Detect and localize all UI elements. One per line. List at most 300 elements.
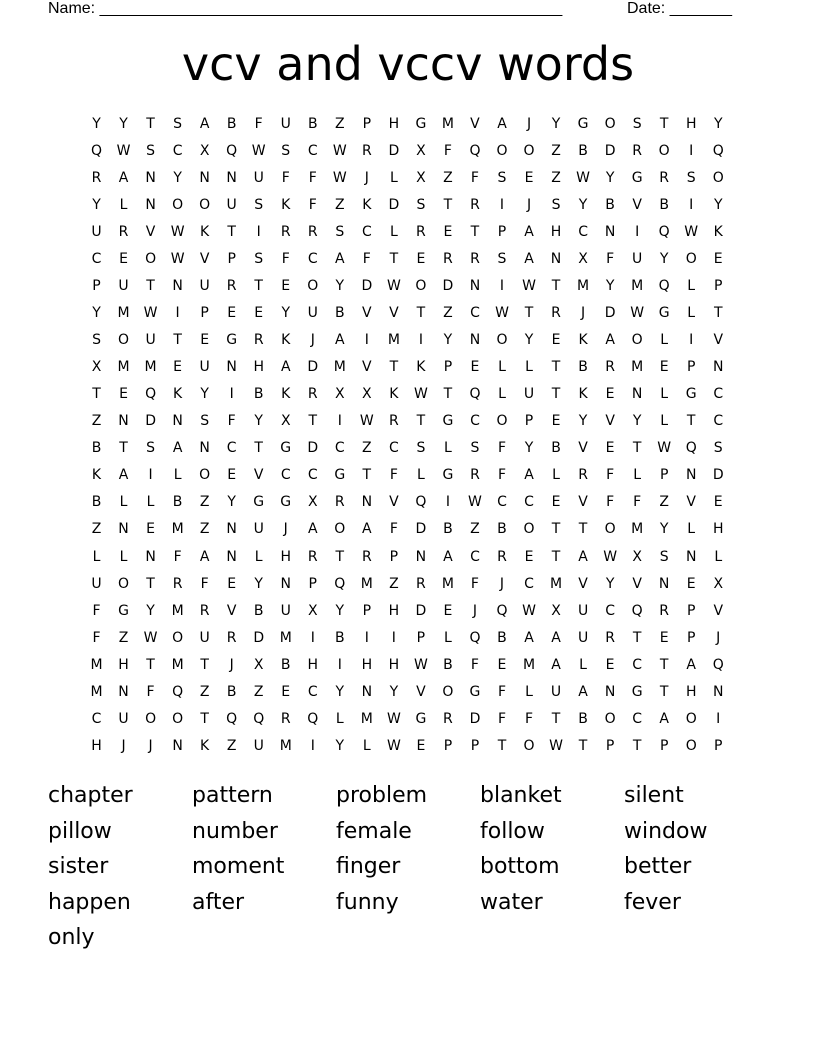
grid-letter: O xyxy=(685,710,697,727)
grid-letter: F xyxy=(146,683,155,700)
grid-letter: U xyxy=(226,197,237,214)
grid-letter: B xyxy=(253,602,264,619)
grid-letter: A xyxy=(578,683,588,700)
grid-letter: I xyxy=(256,224,261,241)
grid-letter: V xyxy=(389,305,399,322)
grid-letter: I xyxy=(716,710,721,727)
grid-letter: Q xyxy=(712,143,724,160)
grid-letter: U xyxy=(253,521,264,538)
word-bank-item: chapter xyxy=(48,783,133,808)
word-bank-item: water xyxy=(480,889,543,915)
word-bank-item: sister xyxy=(48,854,109,879)
grid-letter: H xyxy=(388,656,400,673)
grid-letter: T xyxy=(686,413,696,430)
grid-letter: R xyxy=(416,575,426,592)
grid-letter: P xyxy=(308,575,317,592)
grid-letter: L xyxy=(119,197,128,214)
grid-letter: N xyxy=(685,467,697,484)
grid-letter: C xyxy=(524,494,534,511)
grid-letter: F xyxy=(92,602,101,619)
grid-letter: P xyxy=(497,224,507,241)
grid-letter: T xyxy=(470,224,480,241)
grid-letter: M xyxy=(144,359,157,376)
grid-letter: Z xyxy=(470,521,480,538)
grid-letter: L xyxy=(362,737,371,754)
grid-letter: M xyxy=(550,575,563,592)
grid-letter: Z xyxy=(253,683,264,700)
grid-letter: N xyxy=(658,575,670,592)
grid-letter: O xyxy=(523,143,535,160)
grid-letter: N xyxy=(226,548,237,565)
grid-letter: B xyxy=(253,386,264,403)
grid-letter: F xyxy=(470,170,479,187)
grid-letter: H xyxy=(712,521,724,538)
grid-letter: L xyxy=(687,305,696,322)
grid-letter: M xyxy=(360,575,373,592)
grid-letter: Y xyxy=(254,575,263,592)
grid-letter: O xyxy=(118,332,130,349)
grid-letter: R xyxy=(307,224,318,241)
grid-letter: X xyxy=(551,602,561,619)
grid-letter: E xyxy=(227,305,237,322)
grid-letter: L xyxy=(687,521,696,538)
grid-letter: R xyxy=(226,629,237,646)
grid-letter: W xyxy=(522,278,536,295)
grid-letter: T xyxy=(200,710,209,727)
grid-letter: P xyxy=(362,602,372,619)
grid-letter: F xyxy=(524,710,534,727)
grid-letter: T xyxy=(632,440,642,457)
grid-letter: R xyxy=(632,143,642,160)
grid-letter: C xyxy=(632,710,643,727)
word-bank-item: pattern xyxy=(192,783,273,808)
grid-letter: V xyxy=(578,494,588,511)
grid-letter: G xyxy=(415,710,427,727)
grid-letter: J xyxy=(310,332,315,349)
grid-letter: T xyxy=(578,737,588,754)
grid-letter: Q xyxy=(172,683,184,700)
grid-letter: P xyxy=(714,278,723,295)
grid-letter: E xyxy=(605,440,615,457)
grid-letter: I xyxy=(229,386,234,403)
grid-letter: M xyxy=(171,521,184,538)
grid-letter: O xyxy=(523,737,535,754)
grid-letter: P xyxy=(227,251,236,268)
grid-letter: S xyxy=(416,440,426,457)
grid-letter: B xyxy=(334,629,345,646)
grid-letter: H xyxy=(253,359,264,376)
grid-letter: N xyxy=(604,683,616,700)
grid-letter: V xyxy=(632,575,642,592)
grid-letter: L xyxy=(498,359,506,376)
grid-letter: O xyxy=(631,332,643,349)
grid-letter: F xyxy=(308,170,317,187)
grid-letter: T xyxy=(146,656,155,673)
grid-letter: T xyxy=(389,251,399,268)
grid-letter: B xyxy=(578,143,588,160)
grid-letter: C xyxy=(578,224,588,241)
grid-letter: A xyxy=(280,359,291,376)
grid-letter: M xyxy=(171,602,184,619)
grid-letter: W xyxy=(359,413,374,430)
grid-letter: T xyxy=(551,521,561,538)
grid-letter: V xyxy=(362,359,372,376)
grid-letter: L xyxy=(389,224,398,241)
grid-letter: Q xyxy=(415,494,427,511)
grid-letter: S xyxy=(281,143,291,160)
grid-letter: F xyxy=(497,683,507,700)
grid-letter: V xyxy=(470,116,480,132)
grid-letter: X xyxy=(280,413,291,430)
grid-letter: K xyxy=(389,386,399,403)
grid-letter: D xyxy=(361,278,373,295)
grid-letter: O xyxy=(685,251,697,268)
grid-letter: I xyxy=(310,737,315,754)
grid-letter: R xyxy=(605,359,615,376)
grid-letter: L xyxy=(687,278,696,295)
grid-letter: Y xyxy=(524,440,534,457)
grid-letter: E xyxy=(470,359,480,376)
grid-letter: T xyxy=(659,116,669,132)
grid-letter: F xyxy=(281,170,290,187)
grid-letter: L xyxy=(119,494,128,511)
word-bank-item: problem xyxy=(336,783,428,808)
grid-letter: C xyxy=(470,548,480,565)
grid-letter: Y xyxy=(200,386,209,403)
grid-letter: A xyxy=(578,548,588,565)
grid-letter: S xyxy=(200,413,210,430)
grid-letter: Y xyxy=(551,116,561,132)
grid-letter: S xyxy=(173,116,183,132)
grid-letter: J xyxy=(499,575,505,592)
grid-letter: O xyxy=(199,467,211,484)
grid-letter: T xyxy=(416,413,426,430)
grid-letter: B xyxy=(578,359,588,376)
grid-letter: K xyxy=(173,386,183,403)
grid-letter: V xyxy=(199,251,210,268)
grid-letter: T xyxy=(524,305,534,322)
grid-letter: X xyxy=(307,602,318,619)
grid-letter: X xyxy=(416,143,426,160)
grid-letter: Z xyxy=(335,197,345,214)
grid-letter: M xyxy=(117,359,130,376)
grid-letter: U xyxy=(199,278,210,295)
grid-letter: F xyxy=(606,251,615,268)
grid-letter: T xyxy=(551,359,561,376)
grid-letter: B xyxy=(497,521,507,538)
grid-letter: U xyxy=(307,305,318,322)
grid-letter: O xyxy=(442,683,454,700)
grid-letter: H xyxy=(685,116,697,132)
grid-letter: K xyxy=(362,197,372,214)
grid-letter: K xyxy=(416,359,426,376)
grid-letter: Z xyxy=(362,440,372,457)
grid-letter: R xyxy=(470,467,480,484)
grid-letter: V xyxy=(632,197,642,214)
grid-letter: J xyxy=(472,602,478,619)
grid-letter: D xyxy=(604,305,616,322)
grid-letter: P xyxy=(443,359,453,376)
grid-letter: Y xyxy=(335,602,345,619)
grid-letter: T xyxy=(551,710,561,727)
grid-letter: N xyxy=(199,440,210,457)
grid-letter: Z xyxy=(91,413,102,430)
grid-letter: E xyxy=(551,332,561,349)
grid-letter: L xyxy=(254,548,263,565)
grid-letter: P xyxy=(714,737,723,754)
grid-letter: V xyxy=(578,440,588,457)
grid-letter: U xyxy=(577,602,589,619)
grid-letter: O xyxy=(172,197,184,214)
grid-letter: E xyxy=(119,386,128,403)
grid-letter: Y xyxy=(659,251,669,268)
grid-letter: Z xyxy=(226,737,237,754)
grid-letter: G xyxy=(631,170,643,187)
grid-letter: Y xyxy=(254,413,263,430)
grid-letter: C xyxy=(470,305,480,322)
grid-letter: K xyxy=(578,332,588,349)
grid-letter: I xyxy=(364,332,369,349)
grid-letter: Q xyxy=(469,143,481,160)
grid-letter: W xyxy=(495,305,509,322)
grid-letter: M xyxy=(387,332,400,349)
grid-letter: U xyxy=(253,737,264,754)
grid-letter: L xyxy=(416,467,425,484)
grid-letter: X xyxy=(91,359,102,376)
grid-letter: W xyxy=(522,602,536,619)
grid-letter: M xyxy=(522,656,536,673)
grid-letter: Y xyxy=(713,197,723,214)
grid-letter: Z xyxy=(389,575,399,592)
grid-letter: E xyxy=(524,548,534,565)
grid-letter: F xyxy=(92,629,101,646)
grid-letter: R xyxy=(605,629,615,646)
grid-letter: X xyxy=(632,548,642,565)
grid-letter: C xyxy=(361,224,372,241)
grid-letter: N xyxy=(685,548,697,565)
grid-letter: Y xyxy=(632,413,642,430)
grid-letter: Q xyxy=(496,602,508,619)
grid-letter: S xyxy=(470,440,480,457)
grid-letter: B xyxy=(91,494,102,511)
grid-letter: F xyxy=(606,467,615,484)
grid-letter: R xyxy=(199,602,210,619)
grid-letter: H xyxy=(388,116,400,132)
grid-letter: I xyxy=(175,305,180,322)
grid-letter: O xyxy=(496,413,508,430)
grid-letter: T xyxy=(227,224,236,241)
grid-letter: Q xyxy=(685,440,697,457)
grid-letter: Z xyxy=(199,494,210,511)
grid-letter: C xyxy=(91,251,102,268)
grid-letter: Y xyxy=(524,332,534,349)
grid-letter: X xyxy=(416,170,426,187)
grid-letter: E xyxy=(416,251,426,268)
grid-letter: N xyxy=(145,548,156,565)
grid-letter: U xyxy=(577,629,589,646)
grid-letter: G xyxy=(631,683,643,700)
grid-letter: V xyxy=(605,413,615,430)
grid-letter: A xyxy=(524,224,534,241)
grid-letter: R xyxy=(388,413,399,430)
grid-letter: D xyxy=(415,521,427,538)
grid-letter: N xyxy=(172,278,183,295)
grid-letter: W xyxy=(603,548,618,565)
grid-letter: R xyxy=(307,386,318,403)
grid-letter: W xyxy=(116,143,131,160)
grid-letter: N xyxy=(226,170,237,187)
grid-letter: Q xyxy=(145,386,157,403)
page-title: vcv and vccv words xyxy=(181,37,635,91)
grid-letter: A xyxy=(551,629,561,646)
grid-letter: A xyxy=(335,251,345,268)
grid-letter: R xyxy=(551,305,561,322)
grid-letter: J xyxy=(581,305,586,322)
grid-letter: W xyxy=(413,386,428,403)
grid-letter: N xyxy=(199,170,210,187)
grid-letter: R xyxy=(226,278,237,295)
grid-letter: P xyxy=(470,737,480,754)
grid-letter: Y xyxy=(578,197,588,214)
grid-letter: N xyxy=(469,278,481,295)
grid-letter: A xyxy=(443,548,453,565)
grid-letter: S xyxy=(416,197,426,214)
grid-letter: T xyxy=(146,575,155,592)
grid-letter: D xyxy=(415,602,427,619)
grid-letter: B xyxy=(334,305,345,322)
grid-letter: K xyxy=(281,386,291,403)
grid-letter: I xyxy=(337,413,342,430)
grid-letter: E xyxy=(497,656,507,673)
grid-letter: R xyxy=(470,197,480,214)
grid-letter: R xyxy=(253,332,264,349)
grid-letter: B xyxy=(551,440,561,457)
grid-letter: N xyxy=(550,251,562,268)
grid-letter: O xyxy=(712,170,724,187)
grid-letter: T xyxy=(308,413,318,430)
grid-letter: S xyxy=(146,143,156,160)
grid-letter: N xyxy=(361,683,373,700)
grid-letter: I xyxy=(635,224,640,241)
grid-letter: W xyxy=(386,710,401,727)
word-bank-item: fever xyxy=(624,889,681,915)
grid-letter: N xyxy=(172,413,183,430)
grid-letter: M xyxy=(441,116,454,132)
grid-letter: H xyxy=(307,656,319,673)
grid-letter: N xyxy=(145,170,156,187)
grid-letter: B xyxy=(226,116,237,132)
grid-letter: T xyxy=(335,548,345,565)
word-bank xyxy=(48,780,768,958)
grid-letter: H xyxy=(685,683,697,700)
grid-letter: L xyxy=(119,548,128,565)
grid-letter: T xyxy=(200,656,209,673)
grid-letter: E xyxy=(146,521,155,538)
grid-letter: C xyxy=(470,413,480,430)
grid-letter: G xyxy=(442,467,454,484)
grid-letter: N xyxy=(712,683,724,700)
grid-letter: S xyxy=(713,440,723,457)
grid-letter: I xyxy=(689,197,694,214)
grid-letter: U xyxy=(118,278,129,295)
grid-letter: D xyxy=(469,710,481,727)
grid-letter: Y xyxy=(443,332,453,349)
grid-letter: T xyxy=(632,737,642,754)
grid-letter: X xyxy=(307,494,318,511)
grid-letter: Q xyxy=(469,386,481,403)
grid-letter: T xyxy=(443,197,453,214)
grid-letter: E xyxy=(443,224,453,241)
grid-letter: K xyxy=(200,224,210,241)
grid-letter: U xyxy=(199,359,210,376)
grid-letter: L xyxy=(444,629,452,646)
grid-letter: N xyxy=(118,683,129,700)
grid-letter: J xyxy=(364,170,369,187)
grid-letter: V xyxy=(713,332,724,349)
grid-letter: A xyxy=(362,521,372,538)
grid-letter: T xyxy=(551,548,561,565)
grid-letter: U xyxy=(253,170,264,187)
grid-letter: O xyxy=(118,575,130,592)
grid-letter: D xyxy=(307,440,319,457)
grid-letter: H xyxy=(280,548,291,565)
grid-letter: P xyxy=(443,737,453,754)
grid-letter: Y xyxy=(146,602,155,619)
grid-letter: C xyxy=(632,656,643,673)
grid-letter: O xyxy=(307,278,319,295)
grid-letter: V xyxy=(416,683,426,700)
grid-letter: R xyxy=(416,224,426,241)
grid-letter: T xyxy=(119,440,128,457)
grid-letter: D xyxy=(388,143,400,160)
grid-letter: N xyxy=(415,548,427,565)
grid-letter: D xyxy=(604,143,616,160)
grid-letter: S xyxy=(632,116,642,132)
grid-letter: O xyxy=(172,710,184,727)
grid-letter: N xyxy=(172,737,183,754)
grid-letter: F xyxy=(389,467,398,484)
grid-letter: N xyxy=(469,332,481,349)
grid-letter: Y xyxy=(335,683,345,700)
grid-letter: B xyxy=(172,494,183,511)
grid-letter: U xyxy=(199,629,210,646)
grid-letter: A xyxy=(335,332,345,349)
grid-letter: C xyxy=(226,440,237,457)
grid-letter: U xyxy=(280,116,291,132)
grid-letter: T xyxy=(713,305,723,322)
grid-letter: E xyxy=(551,494,561,511)
grid-letter: Z xyxy=(551,170,561,187)
word-bank-item: window xyxy=(624,818,708,844)
grid-letter: N xyxy=(712,359,724,376)
grid-letter: R xyxy=(172,575,183,592)
grid-letter: S xyxy=(659,548,669,565)
grid-letter: Q xyxy=(631,602,643,619)
grid-letter: G xyxy=(253,494,265,511)
grid-letter: Y xyxy=(605,278,615,295)
grid-letter: A xyxy=(172,440,183,457)
grid-letter: M xyxy=(631,359,644,376)
grid-letter: S xyxy=(146,440,156,457)
grid-letter: G xyxy=(226,332,238,349)
grid-letter: U xyxy=(550,683,562,700)
grid-letter: L xyxy=(173,467,182,484)
grid-letter: S xyxy=(497,170,507,187)
grid-letter: L xyxy=(552,467,560,484)
grid-letter: Y xyxy=(227,494,236,511)
grid-letter: L xyxy=(660,332,669,349)
grid-letter: E xyxy=(659,359,669,376)
